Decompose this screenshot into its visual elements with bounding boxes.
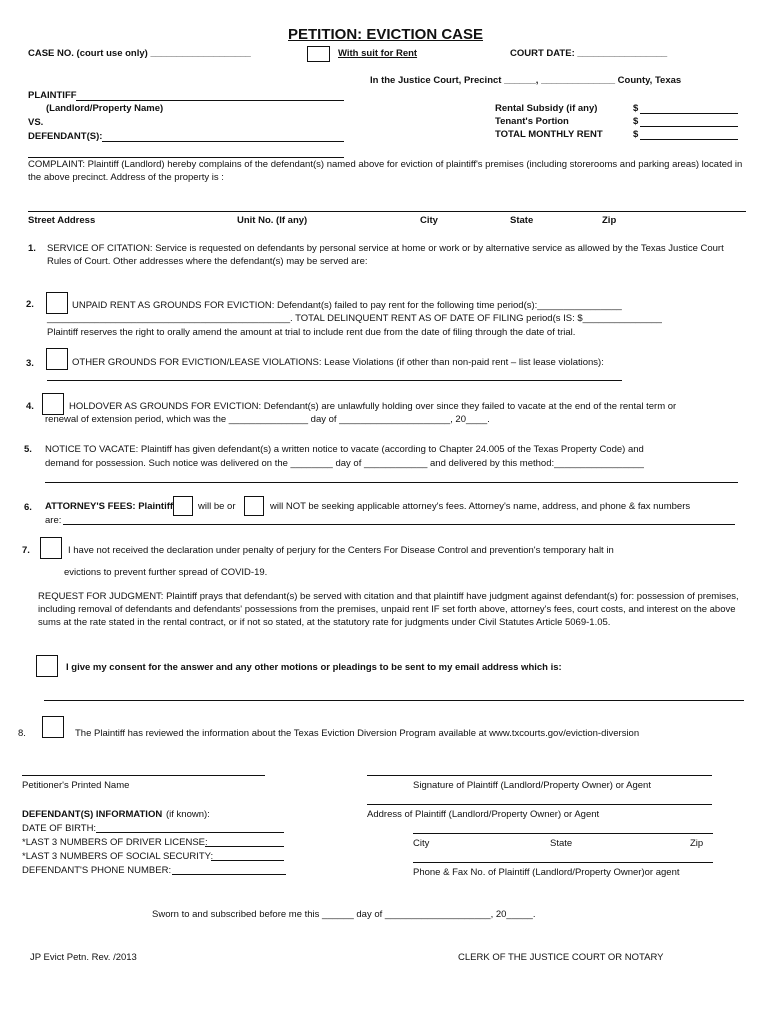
service-of-citation-text: SERVICE OF CITATION: Service is requested on defendants by personal service at home or work or by alternative service as allowed by the Texas Justice Court Rules of Court. Other addresses where the defendant(s) may be served are: [47,243,724,267]
dob-label: DATE OF BIRTH: [22,823,97,834]
printed-name-line[interactable] [22,775,265,776]
defendants-label: DEFENDANT(S): [28,131,103,142]
with-suit-label: With suit for Rent [338,48,418,59]
page-title: PETITION: EVICTION CASE [288,26,484,43]
other-grounds-text: OTHER GROUNDS FOR EVICTION/LEASE VIOLATIONS: Lease Violations (if other than non-paid rent – list lease violations): [72,357,604,368]
case-no-label: CASE NO. (court use only) ___________________ [28,48,251,59]
form-revision: JP Evict Petn. Rev. /2013 [30,952,137,963]
notice-method-line[interactable] [45,482,738,483]
item-number: 6. [24,502,32,513]
justice-court-line: In the Justice Court, Precinct ______, ______________ County, Texas [370,75,682,86]
email-consent-text: I give my consent for the answer and any other motions or pleadings to be sent to my email address which is: [66,662,562,673]
sig-zip-label: Zip [690,838,704,849]
tenant-portion-field[interactable] [640,126,738,127]
holdover-checkbox[interactable] [42,393,64,415]
item-number: 3. [26,358,34,369]
rental-subsidy-field[interactable] [640,113,738,114]
defendant-phone-field[interactable] [172,874,286,875]
dollar-sign: $ [633,116,639,127]
defendant-info-if-known: (if known): [166,809,210,820]
city-state-zip-line[interactable] [413,833,713,834]
holdover-date-text: renewal of extension period, which was the _______________ day of _____________________, 20____. [45,414,490,425]
phone-fax-line[interactable] [413,862,713,863]
printed-name-label: Petitioner's Printed Name [22,780,130,791]
address-line[interactable] [367,804,712,805]
complaint-text: COMPLAINT: Plaintiff (Landlord) hereby complains of the defendant(s) named above for eviction of plaintiff's premises (including storerooms and parking areas) located in the above precinct. Address of the property is : [28,159,743,183]
state-label: State [510,215,534,226]
defendant-phone-label: DEFENDANT'S PHONE NUMBER: [22,865,172,876]
item-number: 1. [28,243,36,254]
will-not-label: will NOT be seeking applicable attorney's fees. Attorney's name, address, and phone & fax numbers [270,501,691,512]
sig-state-label: State [550,838,573,849]
plaintiff-label: PLAINTIFF [28,90,77,101]
total-rent-label: TOTAL MONTHLY RENT [495,129,603,140]
item-number: 7. [22,545,30,556]
tenant-portion-label: Tenant's Portion [495,116,569,127]
with-suit-checkbox[interactable] [307,46,330,62]
rental-subsidy-label: Rental Subsidy (if any) [495,103,598,114]
plaintiff-line[interactable] [76,100,344,101]
item-number: 5. [24,444,32,455]
email-consent-checkbox[interactable] [36,655,58,677]
landlord-name-label: (Landlord/Property Name) [46,103,164,114]
cdc-declaration-text: I have not received the declaration under penalty of perjury for the Centers For Disease Control and prevention's temporary halt in [68,545,614,556]
unpaid-rent-checkbox[interactable] [46,292,68,314]
clerk-label: CLERK OF THE JUSTICE COURT OR NOTARY [458,952,664,963]
other-grounds-checkbox[interactable] [46,348,68,370]
vs-label: VS. [28,117,44,128]
item-number: 2. [26,299,34,310]
unpaid-rent-text: UNPAID RENT AS GROUNDS FOR EVICTION: Defendant(s) failed to pay rent for the following time period(s):________________ [72,300,622,311]
will-be-label: will be or [198,501,236,512]
unit-no-label: Unit No. (If any) [237,215,308,226]
social-security-label: *LAST 3 NUMBERS OF SOCIAL SECURITY: [22,851,214,862]
court-date-label: COURT DATE: _________________ [510,48,668,59]
cdc-declaration-text-2: evictions to prevent further spread of COVID-19. [64,567,268,578]
holdover-text: HOLDOVER AS GROUNDS FOR EVICTION: Defendant(s) are unlawfully holding over since they failed to vacate at the end of the rental term or [69,401,677,412]
property-address-line[interactable] [28,211,746,212]
signature-label: Signature of Plaintiff (Landlord/Property Owner) or Agent [413,780,651,791]
request-for-judgment-text: REQUEST FOR JUDGMENT: Plaintiff prays that defendant(s) be served with citation and that plaintiff have judgment against defendant(s) for: possession of premises, including removal of defendants and defendants' possessions from the premises, unpaid rent IF set forth above, attorney's fees, court costs, and interest on the above sums at the rate stated in the rental contract, or if not so stated, at the statutory rate for judgments under Civil Statutes Article 5069-1.05. [38,591,739,628]
attorney-fees-will-checkbox[interactable] [173,496,193,516]
amend-note: Plaintiff reserves the right to orally amend the amount at trial to include rent due from the date of filing through the date of trial. [47,327,576,338]
cdc-declaration-checkbox[interactable] [40,537,62,559]
driver-license-field[interactable] [205,846,284,847]
social-security-field[interactable] [211,860,284,861]
sworn-statement: Sworn to and subscribed before me this ______ day of ____________________, 20_____. [152,909,536,920]
defendants-line[interactable] [102,141,344,142]
total-rent-field[interactable] [640,139,738,140]
dob-field[interactable] [96,832,284,833]
attorney-are-label: are: [45,515,62,526]
notice-delivery-text: demand for possession. Such notice was delivered on the ________ day of ____________ and delivered by this method:_________________ [45,458,644,469]
signature-line[interactable] [367,775,712,776]
defendant-info-title: DEFENDANT(S) INFORMATION [22,809,163,820]
attorney-fees-will-not-checkbox[interactable] [244,496,264,516]
spacer [47,282,737,283]
notice-to-vacate-text: NOTICE TO VACATE: Plaintiff has given defendant(s) a written notice to vacate (according to Chapter 24.005 of the Texas Property Code) and [45,444,644,455]
address-label: Address of Plaintiff (Landlord/Property Owner) or Agent [367,809,600,820]
dollar-sign: $ [633,103,639,114]
diversion-program-text: The Plaintiff has reviewed the information about the Texas Eviction Diversion Program available at www.txcourts.gov/eviction-diversion [75,728,640,739]
diversion-program-checkbox[interactable] [42,716,64,738]
item-number: 8. [18,728,26,739]
delinquent-rent-text: ______________________________________________. TOTAL DELINQUENT RENT AS OF DATE OF FILING period(s IS: $_______________ [47,313,662,324]
attorney-fees-label: ATTORNEY'S FEES: Plaintiff [45,501,174,512]
sig-city-label: City [413,838,430,849]
attorney-info-line[interactable] [63,524,735,525]
dollar-sign: $ [633,129,639,140]
street-address-label: Street Address [28,215,96,226]
phone-fax-label: Phone & Fax No. of Plaintiff (Landlord/Property Owner)or agent [413,867,680,878]
lease-violations-line[interactable] [47,380,622,381]
driver-license-label: *LAST 3 NUMBERS OF DRIVER LICENSE: [22,837,208,848]
item-number: 4. [26,401,34,412]
zip-label: Zip [602,215,617,226]
email-line[interactable] [44,700,744,701]
city-label: City [420,215,438,226]
